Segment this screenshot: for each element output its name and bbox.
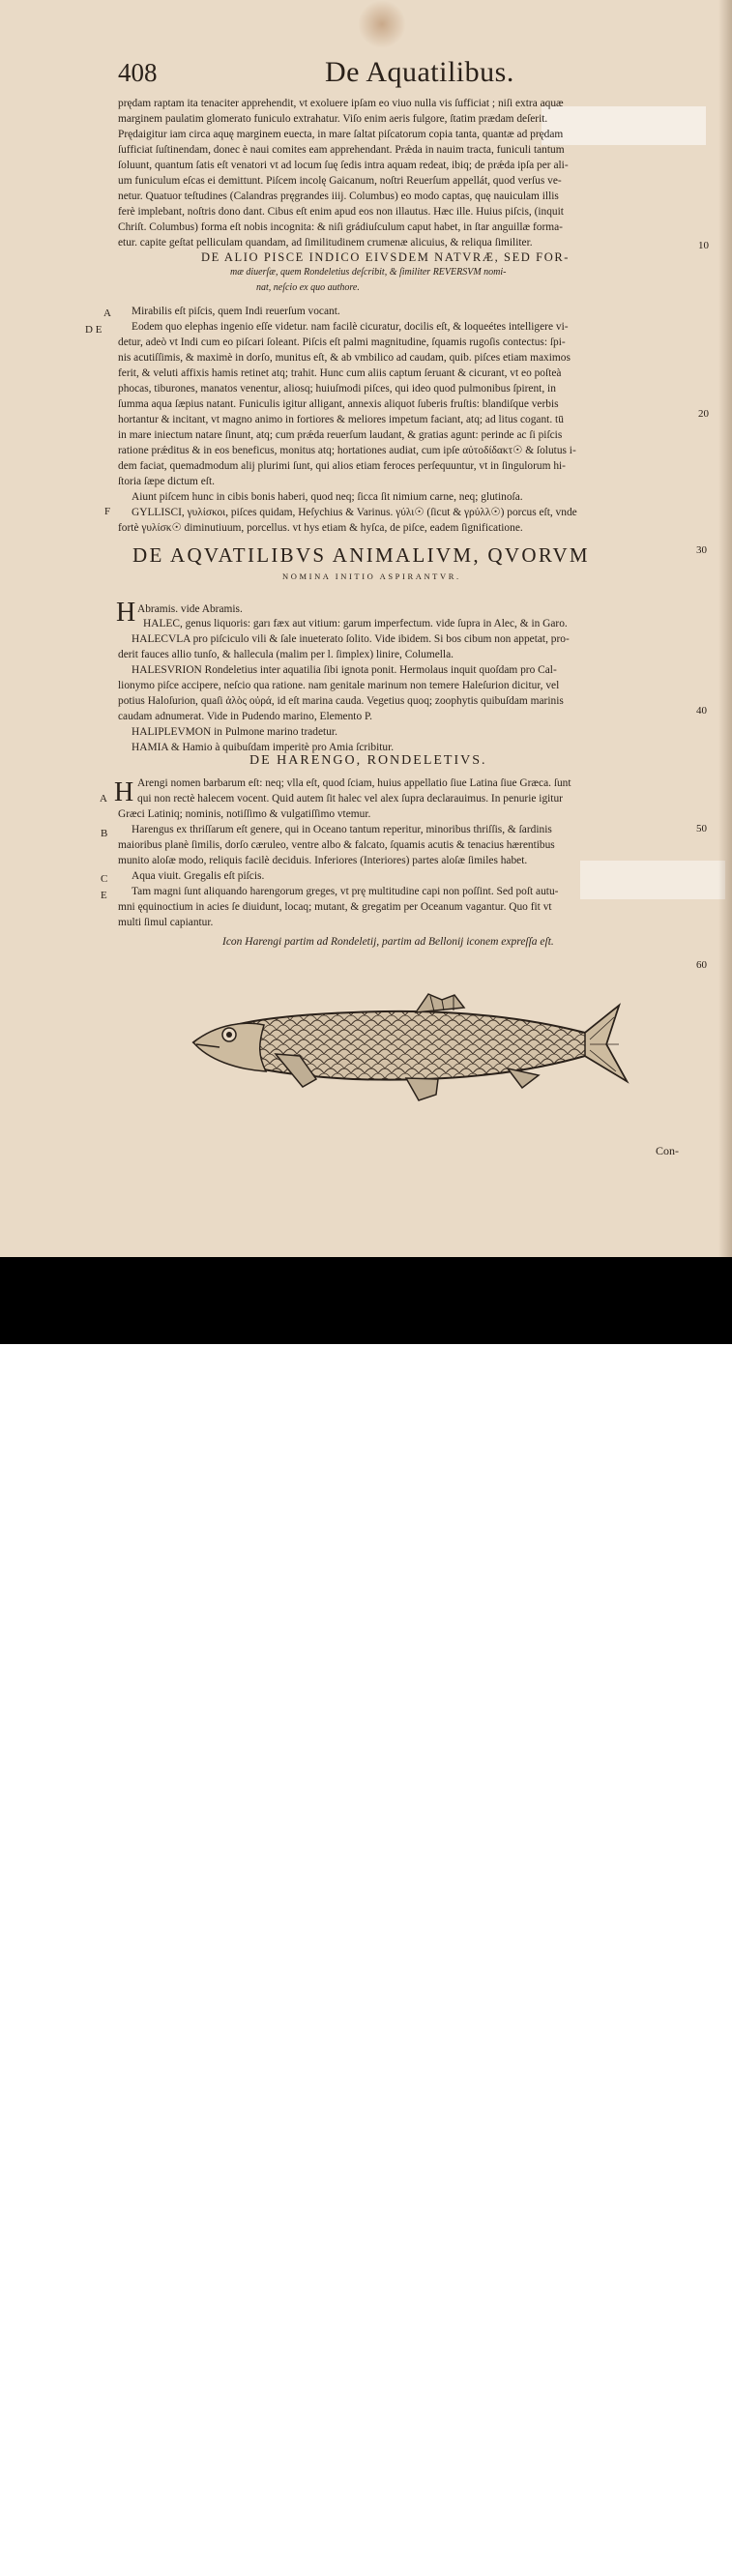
line-number: 50	[696, 823, 707, 834]
margin-letter: E	[101, 890, 107, 901]
text-line: caudam adnumerat. Vide in Pudendo marino, Elemento P.	[118, 711, 372, 722]
text-line: netur. Quatuor teſtudines (Calandras pręgrandes iiij. Columbus) eo modo captas, quę nauiculam illis	[118, 190, 559, 202]
text-line: Aqua viuit. Gregalis eſt piſcis.	[132, 870, 265, 882]
text-line: Chriſt. Columbus) forma eſt nobis incognita: & niſi grádiuſculum caput habet, in ſtar anguillæ forma-	[118, 221, 563, 233]
text-line: etur. capite geſtat pelliculam quandam, ad ſimilitudinem crumenæ alicuius, & reliqua ſimiliter.	[118, 237, 533, 249]
line-number: 20	[698, 408, 709, 420]
text-line: ratione prǽditus & in eos beneficus, monitus atq; hortationes audiat, cum ipſe αὐτοδίδακτ☉ & ſolutus i-	[118, 445, 576, 456]
margin-letter: A	[100, 793, 107, 805]
section-heading-alio-sub: mæ diuerſæ, quem Rondeletius deſcribit, & ſimiliter REVERSVM nomi-	[230, 267, 507, 278]
text-line: detur, adeò vt Indi cum eo piſcari ſoleant. Piſcis eſt palmi magnitudine, ſquamis rugoſis contectus: ſpi-	[118, 337, 566, 348]
text-line: hortantur & incitant, vt magno animo in fortiores & meliores impetum faciant, atq; ad litus cogant. tū	[118, 414, 564, 425]
margin-letter: A	[103, 307, 111, 319]
text-line: multi ſimul capiantur.	[118, 917, 214, 928]
text-line: derit fauces allio tunſo, & hallecula (malim per l. ſimplex) linire, Columella.	[118, 649, 454, 660]
text-line: HALECVLA pro piſciculo vili & ſale inueterato ſolito. Vide ibidem. Si bos cibum non appetat, pro-	[132, 633, 570, 645]
text-line: Mirabilis eſt piſcis, quem Indi reuerſum vocant.	[132, 306, 340, 317]
section-heading-aquatilibus: DE AQVATILIBVS ANIMALIVM, QVORVM	[132, 543, 590, 567]
text-line: Græci Latiniq; nominis, notiſſimo & vulgatiſſimo vtemur.	[118, 808, 371, 820]
text-line: ſufficiat ſuſtinendam, donec è naui comites eam apprehendant. Prǽda in nauim tracta, funiculi tantum	[118, 144, 565, 156]
text-line: ferè implebant, noſtris dono dant. Cibus eſt enim apud eos non illautus. Hæc ille. Huius piſcis, (inquit	[118, 206, 564, 218]
text-line: phocas, tiburones, manatos venentur, aliosq; huiuſmodi piſces, qui ideo quod pulmonibus ſpirent, in	[118, 383, 556, 395]
section-heading-alio-sub: nat, neſcio ex quo authore.	[256, 282, 360, 293]
herring-illustration	[189, 986, 633, 1112]
text-line: prędam raptam ita tenaciter apprehendit, vt exoluere ipſam eo viuo nulla vis ſufficiat ; niſi extra aquæ	[118, 98, 564, 109]
catchword: Con-	[656, 1144, 679, 1157]
text-line: fortè γυλίσκ☉ diminutiuum, porcellus. vt hys etiam & hyſca, de piſce, eadem ſignificatione.	[118, 522, 523, 534]
text-line: marginem paulatim glomerato funiculo extrahatur. Viſo enim aeris fulgore, ſtatim prædam deſerit.	[118, 113, 548, 125]
section-heading-aquatilibus-sub: NOMINA INITIO ASPIRANTVR.	[282, 571, 461, 581]
text-line: munito aloſæ modo, reliquis facilè deciduis. Inferiores (Interiores) partes aloſæ ſimiles habet.	[118, 855, 528, 866]
text-line: dem faciat, quemadmodum alij plurimi ſunt, qui alios etiam feroces perſequuntur, vt in ſingulorum hi-	[118, 460, 566, 472]
text-line: Eodem quo elephas ingenio eſſe videtur. nam facilè cicuratur, docilis eſt, & loqueétes intelligere vi-	[132, 321, 569, 333]
book-page	[0, 0, 732, 1257]
text-line: HALEC, genus liquoris: garı fæx aut vitium: garum imperfectum. vide ſupra in Alec, & in Garo.	[143, 618, 568, 629]
text-line: ſoluunt, quantum ſatis eſt venatori vt ad locum ſuę ſedis intra aquam redeat, ibiq; de prǽda ipſa per ali-	[118, 160, 569, 171]
margin-letter: F	[104, 506, 111, 517]
margin-letter: D E	[85, 324, 102, 336]
text-line: ſumma aqua ſæpius natant. Funiculis igitur alligant, annexis aliquot ſuberis fruſtis: blandiſque verbis	[118, 398, 559, 410]
image-reference: Image ID: FHCHTC	[576, 2537, 695, 2553]
page-edge-shadow	[718, 0, 732, 1257]
text-line: maioribus planè ſimilis, dorſo cæruleo, ventre albo & falcato, ſquamis acutis & tenacius hærentibus	[118, 839, 555, 851]
text-line: HALESVRION Rondeletius inter aquatilia ſibi ignota ponit. Hermolaus inquit quoſdam pro Cal-	[132, 664, 557, 676]
figure-caption: Icon Harengi partim ad Rondeletij, partim ad Bellonij iconem expreſſa eſt.	[222, 936, 554, 948]
text-line: nis acutiſſimis, & maximè in dorſo, munitus eſt, & ab vmbilico ad caudam, quib. piſces etiam maximos	[118, 352, 571, 364]
paper-stain	[358, 0, 406, 48]
text-line: Tam magni ſunt aliquando harengorum greges, vt prę multitudine capi non poſſint. Sed poſt autu-	[132, 886, 559, 897]
drop-cap: H	[114, 777, 134, 807]
watermark-patch	[580, 861, 725, 899]
text-line: in mare iniectum natare ſinunt, atq; cum prǽda reuerſum laudant, & gratias agunt: perinde ac ſi piſcis	[118, 429, 563, 441]
watermark-banner	[0, 1257, 732, 2576]
margin-letter: B	[101, 828, 108, 839]
text-line: HAMIA & Hamio à quibuſdam imperitè pro Amia ſcribitur.	[132, 742, 395, 753]
watermark-patch	[542, 106, 706, 145]
text-line: potius Haloſurion, quaſi ἁλὸς οὐρά, id eſt marina cauda. Vegetius quoq; zoophytis quibuſdam marinis	[118, 695, 564, 707]
text-line: Aiunt piſcem hunc in cibis bonis haberi, quod neq; ſicca ſit nimium carne, neq; glutinoſa.	[132, 491, 523, 503]
text-line: mni ęquinoctium in acies ſe diuidunt, locaq; mutant, & gregatim per Oceanum vagantur. Quo fit vt	[118, 901, 552, 913]
line-number: 30	[696, 544, 707, 556]
text-line: Harengus ex thriſſarum eſt genere, qui in Oceano tantum reperitur, minoribus thriſſis, & ſardinis	[132, 824, 552, 835]
text-line: Arengi nomen barbarum eſt: neq; vlla eſt, quod ſciam, huius appellatio ſiue Latina ſiue Græca. ſunt	[137, 777, 571, 789]
source-url: www.alamy.com	[576, 2561, 674, 2576]
section-heading-harengo: DE HARENGO, RONDELETIVS.	[249, 753, 487, 768]
section-heading-alio: DE ALIO PISCE INDICO EIVSDEM NATVRÆ, SED FOR-	[201, 250, 571, 264]
line-number: 10	[698, 240, 709, 251]
page-number: 408	[118, 58, 158, 87]
margin-letter: C	[101, 873, 108, 885]
drop-cap: H	[116, 598, 136, 628]
line-number: 60	[696, 959, 707, 971]
text-line: lionymo piſce accipere, neſcio qua ratione. nam genitale marinum non temere Haleſurion dicitur, vel	[118, 680, 560, 691]
text-line: Prędaigitur iam circa aquę marginem euecta, in mare ſaltat piſcatorum copia tanta, quantæ ad prędam	[118, 129, 564, 140]
text-line: ferit, & veluti affixis hamis retinet atq; trahit. Hunc cum aliis captum ſeruant & cicurant, vt eo poſteà	[118, 367, 562, 379]
line-number: 40	[696, 705, 707, 717]
text-line: HALIPLEVMON in Pulmone marino tradetur.	[132, 726, 337, 738]
text-line: Abramis. vide Abramis.	[137, 603, 243, 615]
alamy-logo: alamy	[46, 2532, 146, 2572]
text-line: um funiculum eſcas ei demittunt. Piſcem incolę Gaicanum, noſtri Reuerſum appellát, quod verſus ve-	[118, 175, 562, 187]
text-line: qui non rectè halecem vocent. Quid autem ſit halec vel alex ſupra declarauimus. In penurie igitur	[137, 793, 563, 805]
text-line: GYLLISCI, γυλίσκοι, piſces quidam, Heſychius & Varinus. γύλι☉ (ſicut & γρύλλ☉) porcus eſt, vnde	[132, 507, 577, 518]
text-line: ſtoria ſæpe dictum eſt.	[118, 476, 215, 487]
running-title: De Aquatilibus.	[325, 56, 514, 88]
